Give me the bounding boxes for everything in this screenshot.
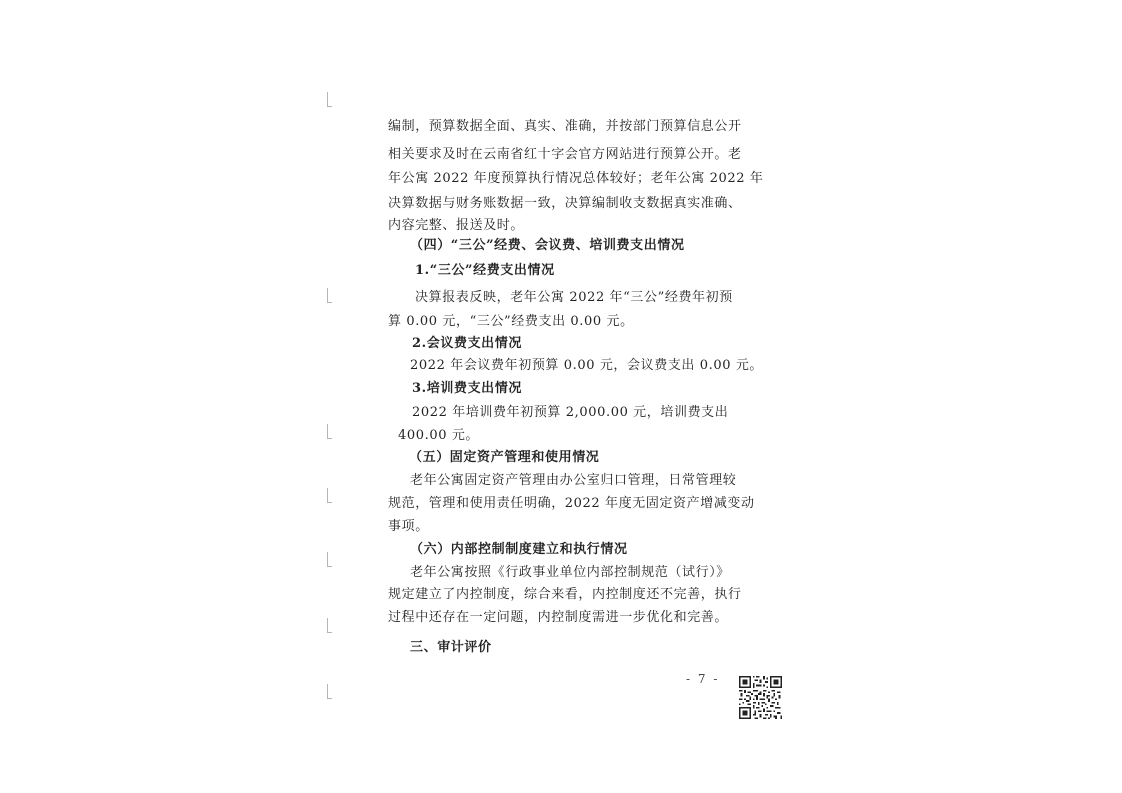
binding-mark [327,684,332,699]
body-text-line: 2022 年培训费年初预算 2,000.00 元，培训费支出 [412,405,729,420]
body-text-line: 过程中还存在一定问题，内控制度需进一步优化和完善。 [388,610,729,625]
binding-mark [327,488,332,503]
binding-mark [327,288,332,303]
page-number: - 7 - [686,672,720,686]
body-text-line: 算 0.00 元，“三公”经费支出 0.00 元。 [388,314,634,329]
section-heading: （六）内部控制制度建立和执行情况 [410,542,628,557]
section-heading: （四）“三公”经费、会议费、培训费支出情况 [410,238,685,253]
body-text-line: 400.00 元。 [398,428,480,443]
binding-mark [327,92,332,107]
subsection-heading: 1.“三公”经费支出情况 [415,263,555,278]
binding-mark [327,618,332,633]
body-text-line: 编制，预算数据全面、真实、准确，并按部门预算信息公开 [388,119,742,134]
body-text-line: 规范，管理和使用责任明确，2022 年度无固定资产增减变动 [388,496,755,511]
section-heading: （五）固定资产管理和使用情况 [409,450,600,465]
body-text-line: 内容完整、报送及时。 [388,218,525,233]
body-text-line: 老年公寓固定资产管理由办公室归口管理，日常管理较 [410,473,737,488]
body-text-line: 规定建立了内控制度，综合来看，内控制度还不完善，执行 [388,587,742,602]
body-text-line: 决算报表反映，老年公寓 2022 年“三公”经费年初预 [415,290,733,305]
body-text-line: 2022 年会议费年初预算 0.00 元，会议费支出 0.00 元。 [410,358,764,373]
binding-mark [327,424,332,439]
body-text-line: 相关要求及时在云南省红十字会官方网站进行预算公开。老 [388,147,742,162]
body-text-line: 年公寓 2022 年度预算执行情况总体较好；老年公寓 2022 年 [388,171,764,186]
subsection-heading: 2.会议费支出情况 [412,336,522,351]
qr-code-image [739,676,782,719]
body-text-line: 事项。 [388,519,429,534]
body-text-line: 决算数据与财务账数据一致，决算编制收支数据真实准确、 [388,196,742,211]
binding-mark [327,552,332,567]
subsection-heading: 3.培训费支出情况 [412,381,522,396]
body-text-line: 老年公寓按照《行政事业单位内部控制规范（试行）》 [410,565,730,580]
chapter-heading: 三、审计评价 [410,640,492,655]
